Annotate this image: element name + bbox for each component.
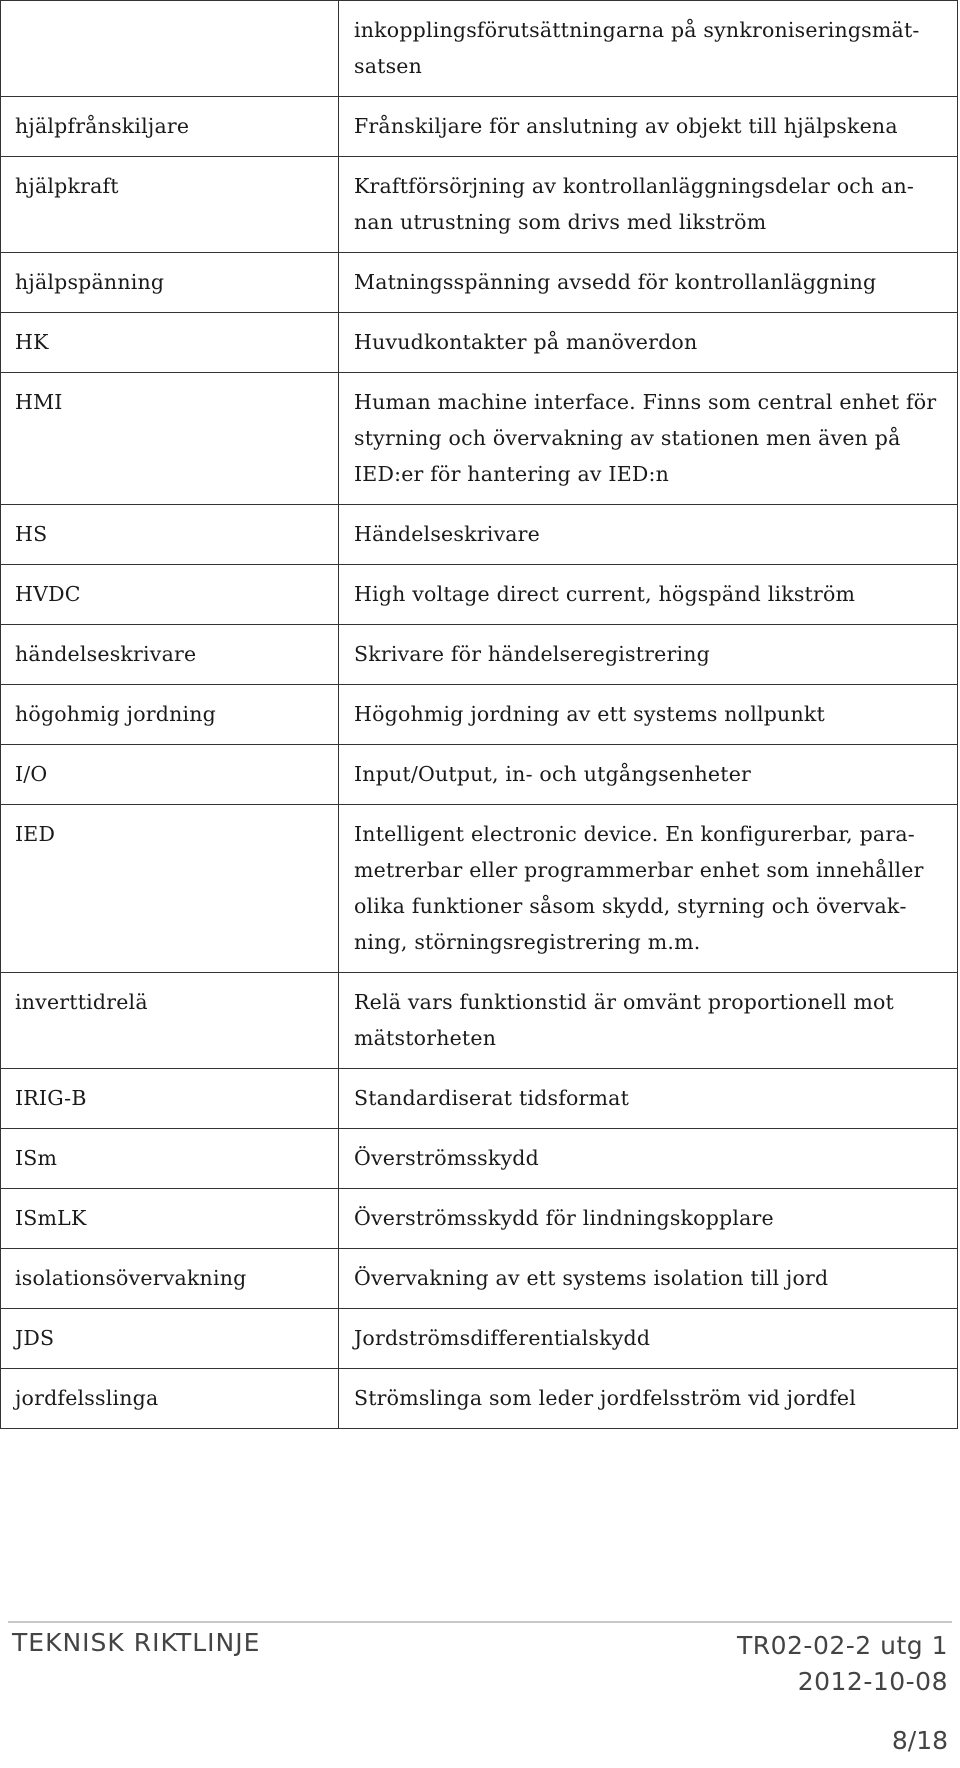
glossary-term: IRIG-B [1,1069,339,1129]
glossary-term: isolationsövervakning [1,1249,339,1309]
glossary-definition: Överströmsskydd för lindningskopplare [339,1189,958,1249]
glossary-definition: High voltage direct current, högspänd likström [339,565,958,625]
glossary-term: HS [1,505,339,565]
glossary-definition: Skrivare för händelseregistrering [339,625,958,685]
glossary-row [1,685,958,745]
footer-page-number: 8/18 [891,1726,948,1755]
glossary-row [1,373,958,505]
glossary-definition: Jordströmsdifferentialskydd [339,1309,958,1369]
glossary-row [1,1309,958,1369]
glossary-row [1,505,958,565]
glossary-definition: Matningsspänning avsedd för kontrollanläggning [339,253,958,313]
glossary-term: HMI [1,373,339,505]
glossary-row [1,745,958,805]
glossary-definition: Högohmig jordning av ett systems nollpunkt [339,685,958,745]
glossary-definition: Överströmsskydd [339,1129,958,1189]
glossary-term: HK [1,313,339,373]
glossary-term: I/O [1,745,339,805]
glossary-term [1,1,339,97]
glossary-row [1,1,958,97]
footer-divider [8,1621,952,1623]
glossary-row [1,313,958,373]
glossary-definition: Input/Output, in- och utgångsenheter [339,745,958,805]
glossary-term: hjälpspänning [1,253,339,313]
glossary-definition: Frånskiljare för anslutning av objekt till hjälpskena [339,97,958,157]
glossary-definition: Human machine interface. Finns som central enhet för styrning och övervakning av stationen men även på IED:er för hantering av IED:n [339,373,958,505]
glossary-term: inverttidrelä [1,973,339,1069]
glossary-term: hjälpfrånskiljare [1,97,339,157]
glossary-term: högohmig jordning [1,685,339,745]
glossary-row [1,253,958,313]
glossary-definition: Kraftförsörjning av kontrollanläggningsdelar och annan utrustning som drivs med likström [339,157,958,253]
glossary-row [1,1369,958,1429]
glossary-definition: Intelligent electronic device. En konfigurerbar, parametrerbar eller programmerbar enhet som innehåller olika funktioner såsom skydd, styrning och övervakning, störningsregistrering m.m. [339,805,958,973]
glossary-term: IED [1,805,339,973]
glossary-definition: Strömslinga som leder jordfelsström vid jordfel [339,1369,958,1429]
glossary-row [1,1189,958,1249]
footer-date: 2012-10-08 [797,1667,948,1696]
glossary-row [1,805,958,973]
glossary-term: jordfelsslinga [1,1369,339,1429]
glossary-term: HVDC [1,565,339,625]
glossary-row [1,1069,958,1129]
glossary-definition: Huvudkontakter på manöverdon [339,313,958,373]
glossary-definition: Övervakning av ett systems isolation till jord [339,1249,958,1309]
glossary-definition: Relä vars funktionstid är omvänt proportionell mot mätstorheten [339,973,958,1069]
glossary-term: ISmLK [1,1189,339,1249]
glossary-term: ISm [1,1129,339,1189]
glossary-definition: Händelseskrivare [339,505,958,565]
glossary-row [1,625,958,685]
glossary-row [1,565,958,625]
glossary-definition: Standardiserat tidsformat [339,1069,958,1129]
glossary-row [1,1249,958,1309]
glossary-row [1,973,958,1069]
glossary-body [1,1,958,1429]
glossary-row [1,97,958,157]
glossary-definition: inkopplingsförutsättningarna på synkroniseringsmätsatsen [339,1,958,97]
glossary-term: hjälpkraft [1,157,339,253]
glossary-term: JDS [1,1309,339,1369]
footer-doc-id: TR02-02-2 utg 1 [736,1631,948,1660]
glossary-row [1,157,958,253]
footer-title: TEKNISK RIKTLINJE [12,1628,261,1657]
glossary-term: händelseskrivare [1,625,339,685]
glossary-row [1,1129,958,1189]
footer-document-info [737,1628,948,1700]
